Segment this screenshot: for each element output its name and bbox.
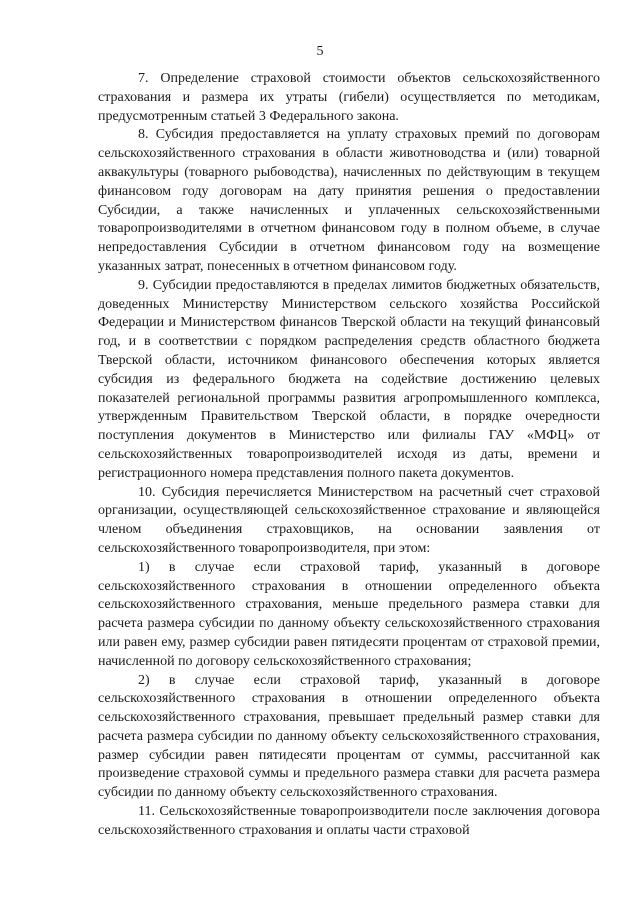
paragraph-9: 9. Субсидии предоставляются в пределах лимитов бюджетных обязательств, доведенных Министерству Министерством сельского хозяйства Российской Федерации и Министерством финансов Тверской области на текущий финансовый год, и в соответствии с порядком распределения средств областного бюджета Тверской области, источником финансового обеспечения которых является субсидия из федерального бюджета на содействие достижению целевых показателей региональной программы развития агропромышленного комплекса, утвержденным Правительством Тверской области, в порядке очередности поступления документов в Министерство или филиалы ГАУ «МФЦ» от сельскохозяйственных товаропроизводителей исходя из даты, времени и регистрационного номера представления полного пакета документов. bbox=[98, 277, 600, 481]
paragraph-10-item-2: 2) в случае если страховой тариф, указанный в договоре сельскохозяйственного страхования в отношении определенного объекта сельскохозяйственного страхования, превышает предельный размер ставки для расчета размера субсидии по данному объекту сельскохозяйственного страхования, размер субсидии равен пятидесяти процентам от суммы, рассчитанной как произведение страховой суммы и предельного размера ставки для расчета размера субсидии по данному объекту сельскохозяйственного страхования. bbox=[98, 672, 600, 801]
paragraph-7: 7. Определение страховой стоимости объектов сельскохозяйственного страхования и размера их утраты (гибели) осуществляется по методикам, предусмотренным статьей 3 Федерального закона. bbox=[98, 71, 600, 124]
page-number: 5 bbox=[316, 44, 324, 59]
document-body bbox=[98, 70, 600, 841]
paragraph-10: 10. Субсидия перечисляется Министерством на расчетный счет страховой организации, осуществляющей сельскохозяйственное страхование и являющейся членом объединения страховщиков, на основании заявления от сельскохозяйственного товаропроизводителя, при этом: bbox=[98, 484, 600, 556]
paragraph-10-item-1: 1) в случае если страховой тариф, указанный в договоре сельскохозяйственного страхования в отношении определенного объекта сельскохозяйственного страхования, меньше предельного размера ставки для расчета размера субсидии по данному объекту сельскохозяйственного страхования или равен ему, размер субсидии равен пятидесяти процентам от страховой премии, начисленной по договору сельскохозяйственного страхования; bbox=[98, 559, 600, 669]
paragraph-11: 11. Сельскохозяйственные товаропроизводители после заключения договора сельскохозяйственного страхования и оплаты части страховой bbox=[98, 804, 600, 838]
paragraph-8: 8. Субсидия предоставляется на уплату страховых премий по договорам сельскохозяйственного страхования в области животноводства и (или) товарной аквакультуры (товарного рыбоводства), начисленных по действующим в текущем финансовом году договорам на дату принятия решения о предоставлении Субсидии, а также начисленных и уплаченных сельскохозяйственными товаропроизводителями в отчетном финансовом году в полном объеме, в случае непредоставления Субсидии в отчетном финансовом году на возмещение указанных затрат, понесенных в отчетном финансовом году. bbox=[98, 127, 600, 274]
